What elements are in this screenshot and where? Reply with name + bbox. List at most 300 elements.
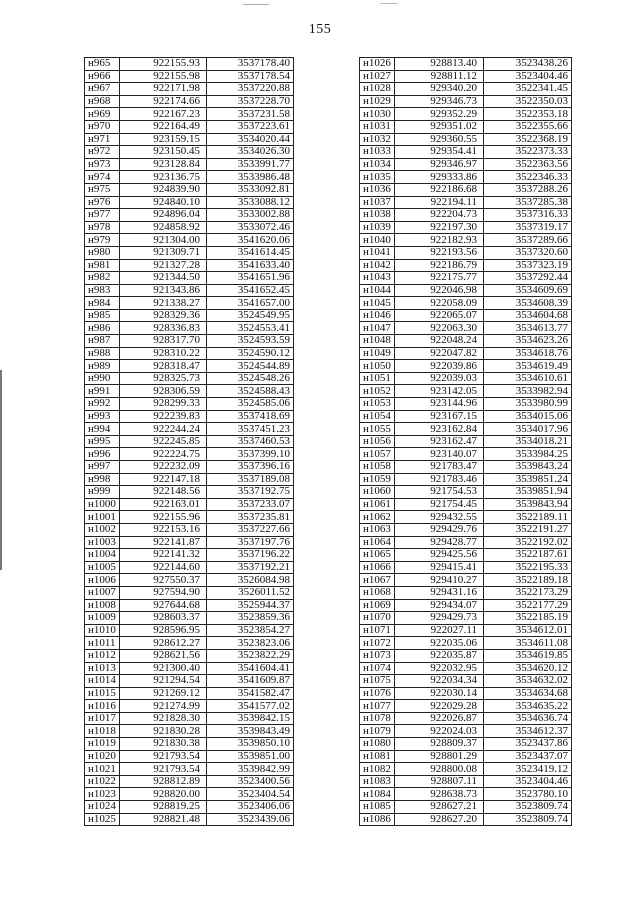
y-coordinate-cell: 3533092.81 xyxy=(207,183,294,196)
table-row xyxy=(85,511,294,524)
point-id-cell: н1074 xyxy=(360,662,395,675)
x-coordinate-cell: 922245.85 xyxy=(120,435,207,448)
x-coordinate-cell: 929429.76 xyxy=(395,523,484,536)
point-id-cell: н1033 xyxy=(360,146,395,159)
x-coordinate-cell: 928336.83 xyxy=(120,322,207,335)
y-coordinate-cell: 3533982.94 xyxy=(484,385,572,398)
point-id-cell: н974 xyxy=(85,171,120,184)
table-row xyxy=(85,347,294,360)
x-coordinate-cell: 922244.24 xyxy=(120,423,207,436)
y-coordinate-cell: 3537418.69 xyxy=(207,410,294,423)
x-coordinate-cell: 922194.11 xyxy=(395,196,484,209)
y-coordinate-cell: 3533088.12 xyxy=(207,196,294,209)
table-row xyxy=(85,700,294,713)
x-coordinate-cell: 922034.34 xyxy=(395,675,484,688)
y-coordinate-cell: 3534015.06 xyxy=(484,410,572,423)
y-coordinate-cell: 3539851.94 xyxy=(484,486,572,499)
y-coordinate-cell: 3522373.33 xyxy=(484,146,572,159)
table-row xyxy=(85,775,294,788)
x-coordinate-cell: 922193.56 xyxy=(395,246,484,259)
y-coordinate-cell: 3534020.44 xyxy=(207,133,294,146)
y-coordinate-cell: 3522353.18 xyxy=(484,108,572,121)
table-row xyxy=(360,234,572,247)
x-coordinate-cell: 929432.55 xyxy=(395,511,484,524)
point-id-cell: н965 xyxy=(85,58,120,71)
x-coordinate-cell: 922167.23 xyxy=(120,108,207,121)
page-number: 155 xyxy=(308,22,332,37)
point-id-cell: н989 xyxy=(85,360,120,373)
x-coordinate-cell: 923150.45 xyxy=(120,146,207,159)
y-coordinate-cell: 3537231.58 xyxy=(207,108,294,121)
table-row xyxy=(360,498,572,511)
x-coordinate-cell: 921793.54 xyxy=(120,750,207,763)
scan-top-speck xyxy=(243,4,269,5)
table-row xyxy=(360,120,572,133)
point-id-cell: н994 xyxy=(85,423,120,436)
point-id-cell: н1032 xyxy=(360,133,395,146)
x-coordinate-cell: 929431.16 xyxy=(395,586,484,599)
y-coordinate-cell: 3522187.61 xyxy=(484,549,572,562)
point-id-cell: н997 xyxy=(85,461,120,474)
table-row xyxy=(85,297,294,310)
x-coordinate-cell: 929351.02 xyxy=(395,120,484,133)
x-coordinate-cell: 922197.30 xyxy=(395,221,484,234)
y-coordinate-cell: 3533980.99 xyxy=(484,398,572,411)
x-coordinate-cell: 923142.05 xyxy=(395,385,484,398)
x-coordinate-cell: 921830.38 xyxy=(120,738,207,751)
x-coordinate-cell: 924840.10 xyxy=(120,196,207,209)
x-coordinate-cell: 928329.36 xyxy=(120,309,207,322)
x-coordinate-cell: 922144.60 xyxy=(120,561,207,574)
table-row xyxy=(85,624,294,637)
x-coordinate-cell: 924858.92 xyxy=(120,221,207,234)
x-coordinate-cell: 922027.11 xyxy=(395,624,484,637)
point-id-cell: н1059 xyxy=(360,473,395,486)
table-row xyxy=(360,536,572,549)
x-coordinate-cell: 922048.24 xyxy=(395,335,484,348)
point-id-cell: н1067 xyxy=(360,574,395,587)
y-coordinate-cell: 3537227.66 xyxy=(207,523,294,536)
point-id-cell: н970 xyxy=(85,120,120,133)
y-coordinate-cell: 3534026.30 xyxy=(207,146,294,159)
point-id-cell: н1035 xyxy=(360,171,395,184)
x-coordinate-cell: 923162.84 xyxy=(395,423,484,436)
point-id-cell: н1076 xyxy=(360,687,395,700)
point-id-cell: н1025 xyxy=(85,813,120,826)
table-row xyxy=(85,637,294,650)
y-coordinate-cell: 3522355.66 xyxy=(484,120,572,133)
point-id-cell: н1036 xyxy=(360,183,395,196)
x-coordinate-cell: 923128.84 xyxy=(120,158,207,171)
y-coordinate-cell: 3537319.17 xyxy=(484,221,572,234)
x-coordinate-cell: 928317.70 xyxy=(120,335,207,348)
table-row xyxy=(360,196,572,209)
point-id-cell: н990 xyxy=(85,372,120,385)
table-row xyxy=(85,725,294,738)
table-row xyxy=(360,561,572,574)
table-row xyxy=(85,549,294,562)
point-id-cell: н1013 xyxy=(85,662,120,675)
table-row xyxy=(85,662,294,675)
table-row xyxy=(360,259,572,272)
table-row xyxy=(85,813,294,826)
table-row xyxy=(85,360,294,373)
x-coordinate-cell: 921294.54 xyxy=(120,675,207,688)
x-coordinate-cell: 928621.56 xyxy=(120,649,207,662)
point-id-cell: н1009 xyxy=(85,612,120,625)
table-row xyxy=(85,272,294,285)
y-coordinate-cell: 3523419.12 xyxy=(484,763,572,776)
point-id-cell: н979 xyxy=(85,234,120,247)
point-id-cell: н1045 xyxy=(360,297,395,310)
table-row xyxy=(85,675,294,688)
point-id-cell: н1071 xyxy=(360,624,395,637)
table-row xyxy=(360,662,572,675)
point-id-cell: н1044 xyxy=(360,284,395,297)
y-coordinate-cell: 3534604.68 xyxy=(484,309,572,322)
table-row xyxy=(85,246,294,259)
x-coordinate-cell: 922026.87 xyxy=(395,712,484,725)
point-id-cell: н975 xyxy=(85,183,120,196)
table-row xyxy=(360,523,572,536)
table-row xyxy=(85,120,294,133)
table-row xyxy=(85,536,294,549)
x-coordinate-cell: 922035.87 xyxy=(395,649,484,662)
y-coordinate-cell: 3534610.61 xyxy=(484,372,572,385)
x-coordinate-cell: 921783.46 xyxy=(395,473,484,486)
point-id-cell: н1043 xyxy=(360,272,395,285)
point-id-cell: н1006 xyxy=(85,574,120,587)
point-id-cell: н1008 xyxy=(85,599,120,612)
x-coordinate-cell: 922147.18 xyxy=(120,473,207,486)
table-row xyxy=(360,637,572,650)
x-coordinate-cell: 922039.03 xyxy=(395,372,484,385)
x-coordinate-cell: 922141.32 xyxy=(120,549,207,562)
x-coordinate-cell: 921793.54 xyxy=(120,763,207,776)
x-coordinate-cell: 928809.37 xyxy=(395,738,484,751)
table-row xyxy=(360,738,572,751)
coordinates-table-left xyxy=(84,57,294,826)
y-coordinate-cell: 3534612.37 xyxy=(484,725,572,738)
table-row xyxy=(85,335,294,348)
y-coordinate-cell: 3537197.76 xyxy=(207,536,294,549)
x-coordinate-cell: 921304.00 xyxy=(120,234,207,247)
table-row xyxy=(360,58,572,71)
table-row xyxy=(85,398,294,411)
x-coordinate-cell: 929346.97 xyxy=(395,158,484,171)
point-id-cell: н998 xyxy=(85,473,120,486)
table-row xyxy=(85,385,294,398)
point-id-cell: н1046 xyxy=(360,309,395,322)
table-row xyxy=(360,448,572,461)
table-row xyxy=(360,775,572,788)
x-coordinate-cell: 928306.59 xyxy=(120,385,207,398)
table-row xyxy=(360,272,572,285)
x-coordinate-cell: 921754.53 xyxy=(395,486,484,499)
table-row xyxy=(360,246,572,259)
table-row xyxy=(360,385,572,398)
y-coordinate-cell: 3534619.49 xyxy=(484,360,572,373)
point-id-cell: н1015 xyxy=(85,687,120,700)
point-id-cell: н1000 xyxy=(85,498,120,511)
table-row xyxy=(85,801,294,814)
x-coordinate-cell: 921830.28 xyxy=(120,725,207,738)
x-coordinate-cell: 922186.68 xyxy=(395,183,484,196)
y-coordinate-cell: 3537220.88 xyxy=(207,83,294,96)
x-coordinate-cell: 922224.75 xyxy=(120,448,207,461)
table-row xyxy=(85,649,294,662)
x-coordinate-cell: 922239.83 xyxy=(120,410,207,423)
y-coordinate-cell: 3534018.21 xyxy=(484,435,572,448)
point-id-cell: н1020 xyxy=(85,750,120,763)
x-coordinate-cell: 929340.20 xyxy=(395,83,484,96)
x-coordinate-cell: 928820.00 xyxy=(120,788,207,801)
point-id-cell: н1055 xyxy=(360,423,395,436)
y-coordinate-cell: 3534623.26 xyxy=(484,335,572,348)
x-coordinate-cell: 929415.41 xyxy=(395,561,484,574)
x-coordinate-cell: 922174.66 xyxy=(120,95,207,108)
point-id-cell: н1066 xyxy=(360,561,395,574)
table-row xyxy=(360,158,572,171)
table-row xyxy=(85,612,294,625)
table-row xyxy=(85,183,294,196)
y-coordinate-cell: 3524544.89 xyxy=(207,360,294,373)
point-id-cell: н1082 xyxy=(360,763,395,776)
x-coordinate-cell: 922046.98 xyxy=(395,284,484,297)
table-row xyxy=(85,58,294,71)
y-coordinate-cell: 3537189.08 xyxy=(207,473,294,486)
y-coordinate-cell: 3522177.29 xyxy=(484,599,572,612)
x-coordinate-cell: 922232.09 xyxy=(120,461,207,474)
y-coordinate-cell: 3523404.46 xyxy=(484,775,572,788)
y-coordinate-cell: 3522173.29 xyxy=(484,586,572,599)
point-id-cell: н1024 xyxy=(85,801,120,814)
x-coordinate-cell: 928812.89 xyxy=(120,775,207,788)
table-row xyxy=(360,725,572,738)
x-coordinate-cell: 921269.12 xyxy=(120,687,207,700)
point-id-cell: н1011 xyxy=(85,637,120,650)
point-id-cell: н969 xyxy=(85,108,120,121)
table-row xyxy=(85,523,294,536)
x-coordinate-cell: 922153.16 xyxy=(120,523,207,536)
y-coordinate-cell: 3522350.03 xyxy=(484,95,572,108)
table-row xyxy=(85,309,294,322)
table-row xyxy=(360,146,572,159)
y-coordinate-cell: 3534618.76 xyxy=(484,347,572,360)
x-coordinate-cell: 928807.11 xyxy=(395,775,484,788)
y-coordinate-cell: 3523438.26 xyxy=(484,58,572,71)
table-row xyxy=(85,83,294,96)
y-coordinate-cell: 3541633.40 xyxy=(207,259,294,272)
table-row xyxy=(85,284,294,297)
x-coordinate-cell: 923144.96 xyxy=(395,398,484,411)
x-coordinate-cell: 928800.08 xyxy=(395,763,484,776)
point-id-cell: н1017 xyxy=(85,712,120,725)
x-coordinate-cell: 921754.45 xyxy=(395,498,484,511)
point-id-cell: н1079 xyxy=(360,725,395,738)
point-id-cell: н977 xyxy=(85,209,120,222)
point-id-cell: н1077 xyxy=(360,700,395,713)
table-row xyxy=(360,624,572,637)
y-coordinate-cell: 3523822.29 xyxy=(207,649,294,662)
table-row xyxy=(360,284,572,297)
table-row xyxy=(360,83,572,96)
y-coordinate-cell: 3522368.19 xyxy=(484,133,572,146)
x-coordinate-cell: 929333.86 xyxy=(395,171,484,184)
x-coordinate-cell: 929360.55 xyxy=(395,133,484,146)
x-coordinate-cell: 922163.01 xyxy=(120,498,207,511)
y-coordinate-cell: 3522195.33 xyxy=(484,561,572,574)
x-coordinate-cell: 929425.56 xyxy=(395,549,484,562)
point-id-cell: н983 xyxy=(85,284,120,297)
x-coordinate-cell: 921828.30 xyxy=(120,712,207,725)
table-row xyxy=(85,133,294,146)
x-coordinate-cell: 921343.86 xyxy=(120,284,207,297)
y-coordinate-cell: 3539850.10 xyxy=(207,738,294,751)
point-id-cell: н1052 xyxy=(360,385,395,398)
point-id-cell: н972 xyxy=(85,146,120,159)
y-coordinate-cell: 3524548.26 xyxy=(207,372,294,385)
x-coordinate-cell: 923159.15 xyxy=(120,133,207,146)
table-row xyxy=(360,183,572,196)
point-id-cell: н1018 xyxy=(85,725,120,738)
table-row xyxy=(85,788,294,801)
y-coordinate-cell: 3523854.27 xyxy=(207,624,294,637)
y-coordinate-cell: 3541609.87 xyxy=(207,675,294,688)
x-coordinate-cell: 922171.98 xyxy=(120,83,207,96)
y-coordinate-cell: 3534609.69 xyxy=(484,284,572,297)
x-coordinate-cell: 921338.27 xyxy=(120,297,207,310)
point-id-cell: н986 xyxy=(85,322,120,335)
table-row xyxy=(360,788,572,801)
point-id-cell: н988 xyxy=(85,347,120,360)
point-id-cell: н982 xyxy=(85,272,120,285)
table-row xyxy=(85,586,294,599)
table-row xyxy=(360,687,572,700)
y-coordinate-cell: 3523404.46 xyxy=(484,70,572,83)
y-coordinate-cell: 3522341.45 xyxy=(484,83,572,96)
point-id-cell: н1073 xyxy=(360,649,395,662)
y-coordinate-cell: 3537233.07 xyxy=(207,498,294,511)
point-id-cell: н1039 xyxy=(360,221,395,234)
x-coordinate-cell: 922182.93 xyxy=(395,234,484,247)
y-coordinate-cell: 3537223.61 xyxy=(207,120,294,133)
point-id-cell: н995 xyxy=(85,435,120,448)
y-coordinate-cell: 3537399.10 xyxy=(207,448,294,461)
table-row xyxy=(85,70,294,83)
table-row xyxy=(360,297,572,310)
x-coordinate-cell: 924839.90 xyxy=(120,183,207,196)
table-row xyxy=(85,322,294,335)
y-coordinate-cell: 3539842.99 xyxy=(207,763,294,776)
table-row xyxy=(360,398,572,411)
table-row xyxy=(360,599,572,612)
point-id-cell: н992 xyxy=(85,398,120,411)
point-id-cell: н1072 xyxy=(360,637,395,650)
table-row xyxy=(360,209,572,222)
y-coordinate-cell: 3539843.94 xyxy=(484,498,572,511)
y-coordinate-cell: 3534613.77 xyxy=(484,322,572,335)
table-row xyxy=(85,196,294,209)
x-coordinate-cell: 922175.77 xyxy=(395,272,484,285)
y-coordinate-cell: 3539851.00 xyxy=(207,750,294,763)
point-id-cell: н1010 xyxy=(85,624,120,637)
table-row xyxy=(360,750,572,763)
x-coordinate-cell: 922164.49 xyxy=(120,120,207,133)
y-coordinate-cell: 3524585.06 xyxy=(207,398,294,411)
point-id-cell: н1007 xyxy=(85,586,120,599)
table-row xyxy=(85,763,294,776)
x-coordinate-cell: 928299.33 xyxy=(120,398,207,411)
table-row xyxy=(85,234,294,247)
y-coordinate-cell: 3541614.45 xyxy=(207,246,294,259)
y-coordinate-cell: 3534017.96 xyxy=(484,423,572,436)
point-id-cell: н1061 xyxy=(360,498,395,511)
table-row xyxy=(85,712,294,725)
y-coordinate-cell: 3534632.02 xyxy=(484,675,572,688)
y-coordinate-cell: 3537451.23 xyxy=(207,423,294,436)
table-row xyxy=(360,309,572,322)
x-coordinate-cell: 929410.27 xyxy=(395,574,484,587)
table-row xyxy=(360,712,572,725)
x-coordinate-cell: 928612.27 xyxy=(120,637,207,650)
point-id-cell: н966 xyxy=(85,70,120,83)
x-coordinate-cell: 929352.29 xyxy=(395,108,484,121)
point-id-cell: н1014 xyxy=(85,675,120,688)
y-coordinate-cell: 3534636.74 xyxy=(484,712,572,725)
point-id-cell: н1022 xyxy=(85,775,120,788)
point-id-cell: н1054 xyxy=(360,410,395,423)
table-row xyxy=(360,649,572,662)
table-row xyxy=(360,410,572,423)
y-coordinate-cell: 3534608.39 xyxy=(484,297,572,310)
x-coordinate-cell: 928801.29 xyxy=(395,750,484,763)
point-id-cell: н1086 xyxy=(360,813,395,826)
y-coordinate-cell: 3537178.54 xyxy=(207,70,294,83)
point-id-cell: н1048 xyxy=(360,335,395,348)
table-row xyxy=(360,335,572,348)
point-id-cell: н1068 xyxy=(360,586,395,599)
y-coordinate-cell: 3526011.52 xyxy=(207,586,294,599)
x-coordinate-cell: 921783.47 xyxy=(395,461,484,474)
y-coordinate-cell: 3534619.85 xyxy=(484,649,572,662)
table-row xyxy=(360,813,572,826)
point-id-cell: н1016 xyxy=(85,700,120,713)
point-id-cell: н1031 xyxy=(360,120,395,133)
point-id-cell: н1047 xyxy=(360,322,395,335)
x-coordinate-cell: 921300.40 xyxy=(120,662,207,675)
y-coordinate-cell: 3537396.16 xyxy=(207,461,294,474)
y-coordinate-cell: 3533002.88 xyxy=(207,209,294,222)
point-id-cell: н1069 xyxy=(360,599,395,612)
y-coordinate-cell: 3523437.07 xyxy=(484,750,572,763)
x-coordinate-cell: 922141.87 xyxy=(120,536,207,549)
table-row xyxy=(360,574,572,587)
table-row xyxy=(360,511,572,524)
point-id-cell: н1002 xyxy=(85,523,120,536)
table-row xyxy=(85,221,294,234)
table-row xyxy=(85,738,294,751)
table-row xyxy=(360,586,572,599)
table-row xyxy=(360,700,572,713)
y-coordinate-cell: 3533984.25 xyxy=(484,448,572,461)
y-coordinate-cell: 3524588.43 xyxy=(207,385,294,398)
y-coordinate-cell: 3533991.77 xyxy=(207,158,294,171)
point-id-cell: н1038 xyxy=(360,209,395,222)
y-coordinate-cell: 3523406.06 xyxy=(207,801,294,814)
point-id-cell: н1070 xyxy=(360,612,395,625)
table-row xyxy=(85,435,294,448)
